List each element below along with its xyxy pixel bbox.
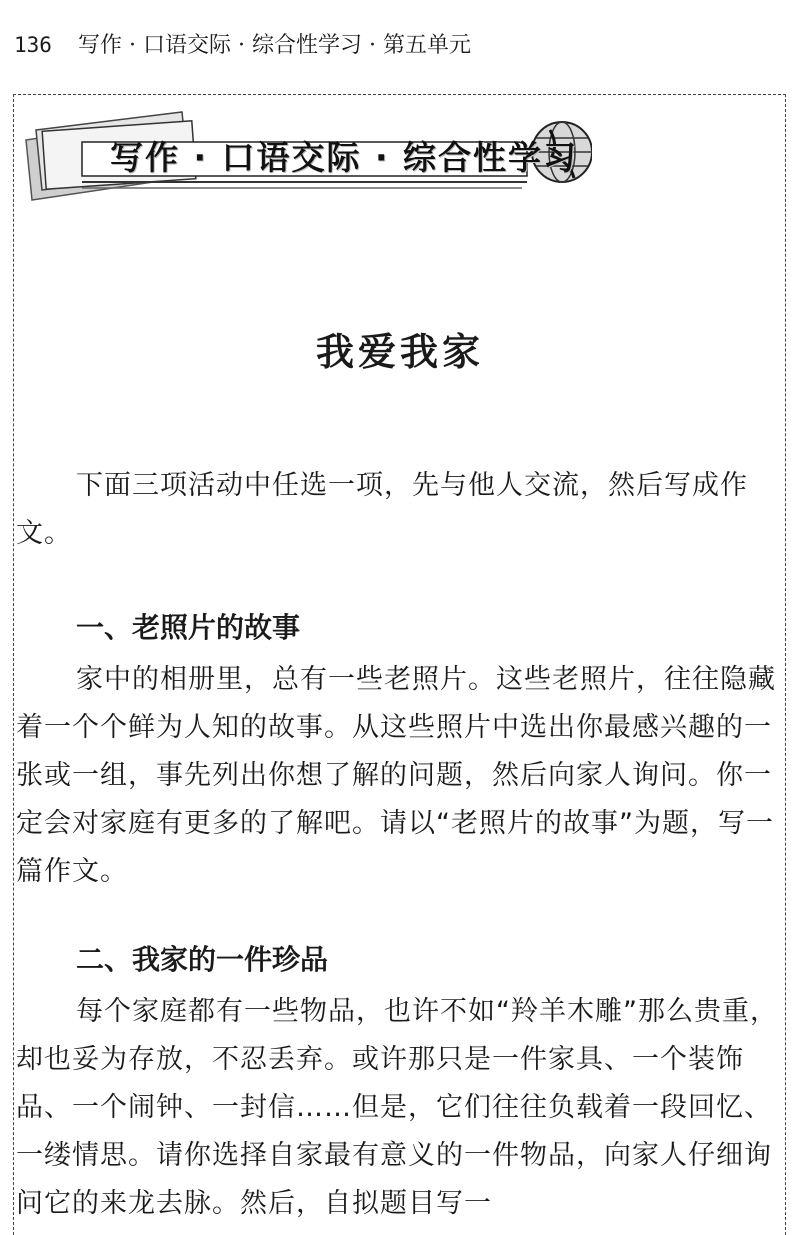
running-head: [14, 30, 471, 60]
section-heading-2: 二、我家的一件珍品: [76, 943, 329, 976]
section-banner: [22, 100, 592, 210]
intro-paragraph: 下面三项活动中任选一项，先与他人交流，然后写成作文。: [16, 470, 748, 549]
section-body-1: 家中的相册里，总有一些老照片。这些老照片，往往隐藏着一个个鲜为人知的故事。从这些照片中选出你最感兴趣的一张或一组，事先列出你想了解的问题，然后向家人询问。你一定会对家庭有更多的了解吧。请以“老照片的故事”为题，写一篇作文。: [16, 664, 776, 887]
section-body-2: 每个家庭都有一些物品，也许不如“羚羊木雕”那么贵重，却也妥为存放，不忍丢弃。或许那只是一件家具、一个装饰品、一个闹钟、一封信……但是，它们往往负载着一段回忆、一缕情思。请你选择自家最有意义的一件物品，向家人仔细询问它的来龙去脉。然后，自拟题目写一: [16, 996, 778, 1219]
banner-title: 写作 · 口语交际 · 综合性学习: [110, 138, 579, 177]
page-title: 我爱我家: [315, 330, 484, 375]
running-head-text: 写作 · 口语交际 · 综合性学习 · 第五单元: [78, 33, 471, 58]
section-heading-1: 一、老照片的故事: [76, 611, 301, 644]
page-number: 136: [14, 33, 52, 57]
